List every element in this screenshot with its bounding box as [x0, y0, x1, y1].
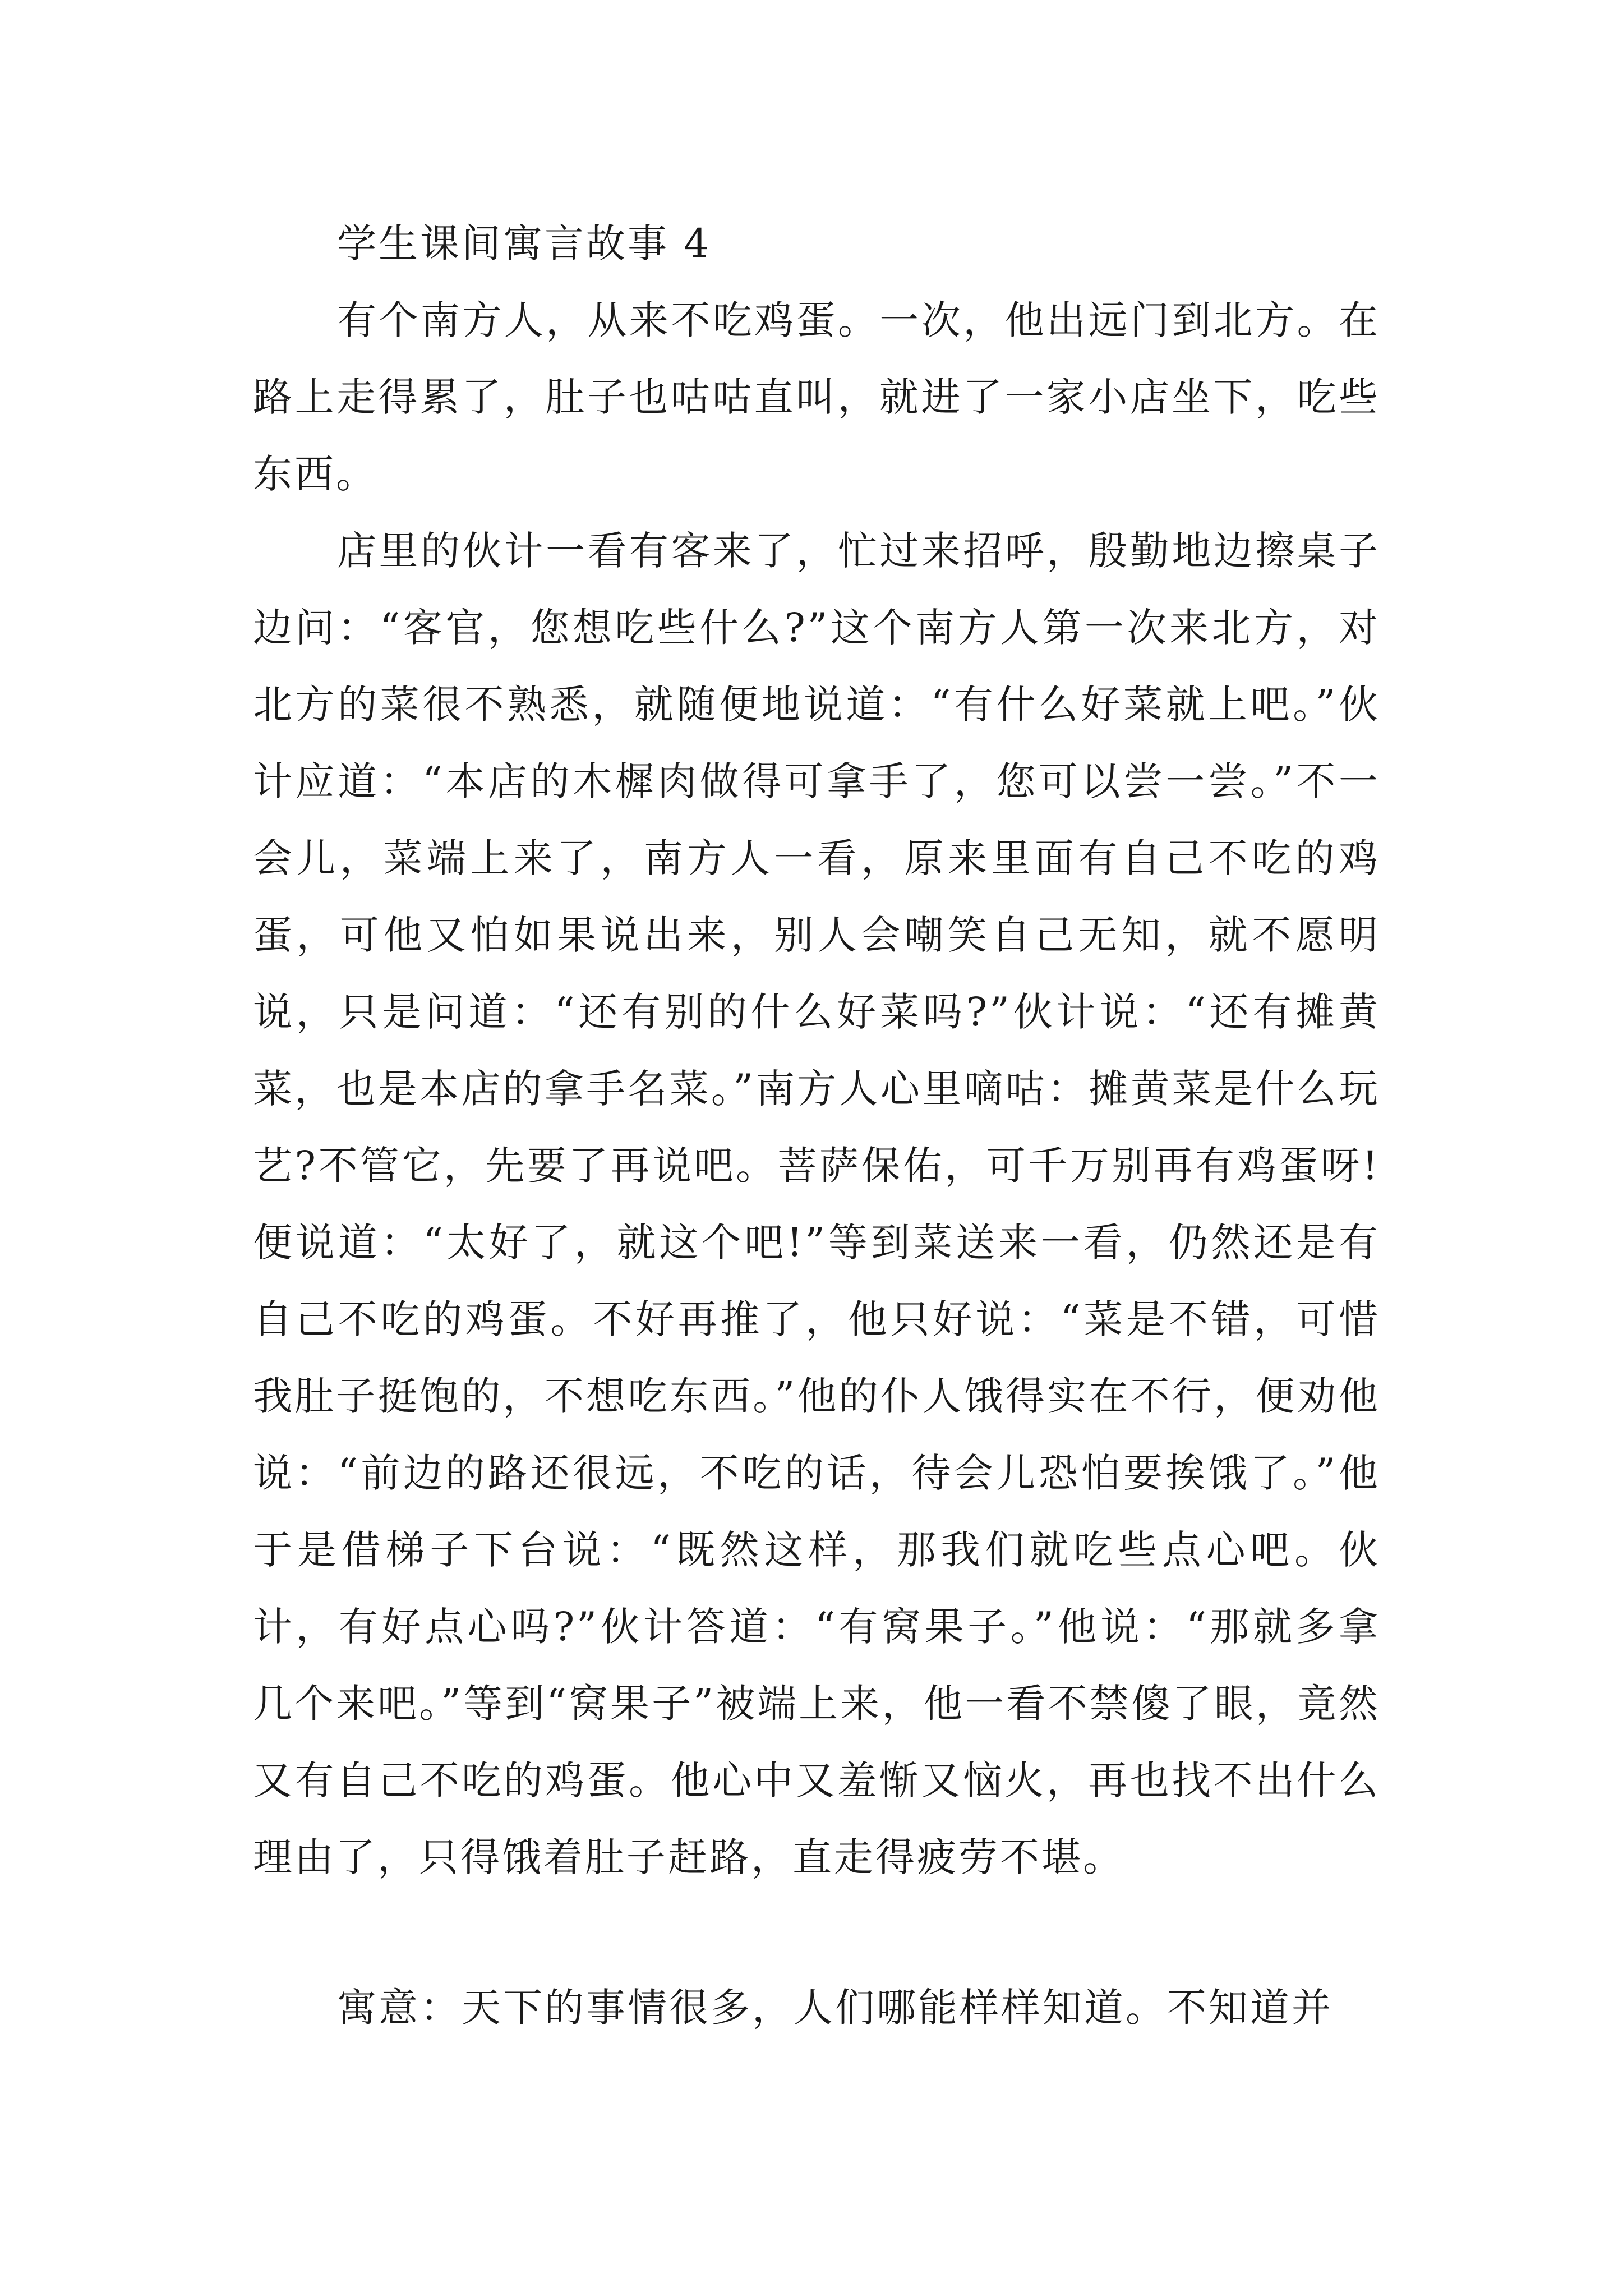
paragraph-1: 有个南方人，从来不吃鸡蛋。一次，他出远门到北方。在路上走得累了，肚子也咕咕直叫，就进了一家小店坐下，吃些东西。 [253, 297, 1380, 497]
paragraph-block-3 [253, 1970, 1380, 2046]
paragraph-block-2 [253, 513, 1380, 1896]
paragraph-2: 店里的伙计一看有客来了，忙过来招呼，殷勤地边擦桌子边问：“客官，您想吃些什么?”这个南方人第一次来北方，对北方的菜很不熟悉，就随便地说道：“有什么好菜就上吧。”伙计应道：“本店的木樨肉做得可拿手了，您可以尝一尝。”不一会儿，菜端上来了，南方人一看，原来里面有自己不吃的鸡蛋，可他又怕如果说出来，别人会嘲笑自己无知，就不愿明说，只是问道：“还有别的什么好菜吗?”伙计说：“还有摊黄菜，也是本店的拿手名菜。”南方人心里嘀咕：摊黄菜是什么玩艺?不管它，先要了再说吧。菩萨保佑，可千万别再有鸡蛋呀!便说道：“太好了，就这个吧!”等到菜送来一看，仍然还是有自己不吃的鸡蛋。不好再推了，他只好说：“菜是不错，可惜我肚子挺饱的，不想吃东西。”他的仆人饿得实在不行，便劝他说：“前边的路还很远，不吃的话，待会儿恐怕要挨饿了。”他于是借梯子下台说：“既然这样，那我们就吃些点心吧。伙计，有好点心吗?”伙计答道：“有窝果子。”他说：“那就多拿几个来吧。”等到“窝果子”被端上来，他一看不禁傻了眼，竟然又有自己不吃的鸡蛋。他心中又羞惭又恼火，再也找不出什么理由了，只得饿着肚子赶路，直走得疲劳不堪。 [253, 528, 1380, 1880]
document-title: 学生课间寓言故事 4 [337, 220, 711, 266]
paragraph-3: 寓意：天下的事情很多，人们哪能样样知道。不知道并 [337, 1985, 1333, 2031]
paragraph-block-1 [253, 282, 1380, 513]
